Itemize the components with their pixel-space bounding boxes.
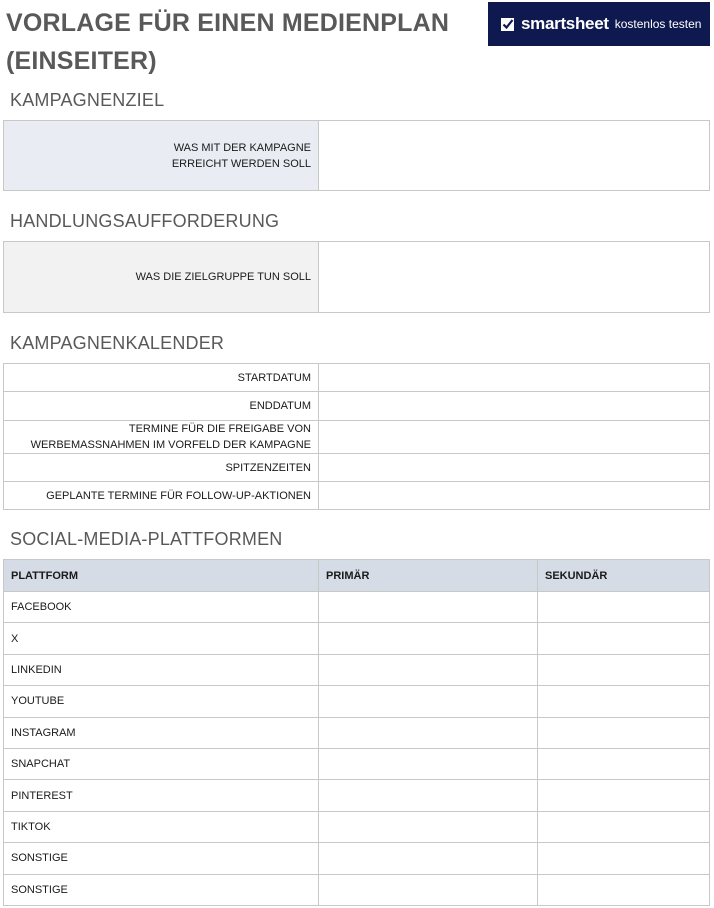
primaer-cell[interactable] <box>319 811 538 842</box>
handlungsaufforderung-table <box>3 241 710 313</box>
smartsheet-trial-banner[interactable] <box>488 2 710 46</box>
column-header-primaer: PRIMÄR <box>319 560 538 592</box>
section-heading-kampagnenkalender: KAMPAGNENKALENDER <box>10 333 225 353</box>
table-row <box>4 811 710 842</box>
sekundaer-cell[interactable] <box>538 686 710 717</box>
table-row <box>4 843 710 874</box>
kalender-input[interactable] <box>319 482 710 510</box>
kalender-input[interactable] <box>319 392 710 421</box>
platform-name: SONSTIGE <box>4 874 319 905</box>
table-row <box>4 654 710 685</box>
table-row <box>4 392 710 421</box>
primaer-cell[interactable] <box>319 717 538 748</box>
kalender-label: GEPLANTE TERMINE FÜR FOLLOW-UP-AKTIONEN <box>4 482 319 510</box>
platform-name: X <box>4 623 319 654</box>
brand-name: smartsheet <box>521 14 609 33</box>
sekundaer-cell[interactable] <box>538 748 710 779</box>
section-heading-kampagnenziel: KAMPAGNENZIEL <box>10 90 165 110</box>
sekundaer-cell[interactable] <box>538 654 710 685</box>
primaer-cell[interactable] <box>319 592 538 623</box>
smartsheet-logo-icon <box>500 16 516 32</box>
kalender-label: ENDDATUM <box>4 392 319 421</box>
table-row <box>4 686 710 717</box>
table-row <box>4 623 710 654</box>
primaer-cell[interactable] <box>319 874 538 905</box>
kampagnenziel-label: WAS MIT DER KAMPAGNE ERREICHT WERDEN SOLL <box>4 121 319 191</box>
kalender-input[interactable] <box>319 364 710 392</box>
platform-name: INSTAGRAM <box>4 717 319 748</box>
sekundaer-cell[interactable] <box>538 623 710 654</box>
page-title: VORLAGE FÜR EINEN MEDIENPLAN (EINSEITER) <box>6 9 450 75</box>
kalender-input[interactable] <box>319 421 710 454</box>
table-row <box>4 780 710 811</box>
primaer-cell[interactable] <box>319 654 538 685</box>
platform-name: SONSTIGE <box>4 843 319 874</box>
kampagnenziel-input[interactable] <box>319 121 710 191</box>
table-row <box>4 874 710 905</box>
kalender-label: SPITZENZEITEN <box>4 454 319 482</box>
sekundaer-cell[interactable] <box>538 592 710 623</box>
table-row <box>4 592 710 623</box>
platform-name: FACEBOOK <box>4 592 319 623</box>
kampagnenziel-table <box>3 120 710 191</box>
sekundaer-cell[interactable] <box>538 843 710 874</box>
sekundaer-cell[interactable] <box>538 811 710 842</box>
kalender-input[interactable] <box>319 454 710 482</box>
handlungsaufforderung-label: WAS DIE ZIELGRUPPE TUN SOLL <box>4 242 319 313</box>
primaer-cell[interactable] <box>319 780 538 811</box>
table-row <box>4 748 710 779</box>
platform-name: PINTEREST <box>4 780 319 811</box>
primaer-cell[interactable] <box>319 686 538 717</box>
handlungsaufforderung-input[interactable] <box>319 242 710 313</box>
platform-name: LINKEDIN <box>4 654 319 685</box>
table-row <box>4 717 710 748</box>
table-row <box>4 364 710 392</box>
sekundaer-cell[interactable] <box>538 874 710 905</box>
kalender-label: TERMINE FÜR DIE FREIGABE VON WERBEMASSNAHMEN IM VORFELD DER KAMPAGNE <box>4 421 319 454</box>
table-row <box>4 421 710 454</box>
section-heading-handlungsaufforderung: HANDLUNGSAUFFORDERUNG <box>10 211 280 231</box>
kampagnenkalender-table <box>3 363 710 510</box>
trial-link[interactable]: kostenlos testen <box>614 17 702 31</box>
platform-name: TIKTOK <box>4 811 319 842</box>
table-row <box>4 482 710 510</box>
kalender-label: STARTDATUM <box>4 364 319 392</box>
platform-name: SNAPCHAT <box>4 748 319 779</box>
primaer-cell[interactable] <box>319 748 538 779</box>
primaer-cell[interactable] <box>319 843 538 874</box>
sekundaer-cell[interactable] <box>538 717 710 748</box>
section-heading-plattformen: SOCIAL-MEDIA-PLATTFORMEN <box>10 529 283 549</box>
plattformen-table <box>3 559 710 906</box>
sekundaer-cell[interactable] <box>538 780 710 811</box>
platform-name: YOUTUBE <box>4 686 319 717</box>
column-header-plattform: PLATTFORM <box>4 560 319 592</box>
column-header-sekundaer: SEKUNDÄR <box>538 560 710 592</box>
primaer-cell[interactable] <box>319 623 538 654</box>
table-row <box>4 454 710 482</box>
